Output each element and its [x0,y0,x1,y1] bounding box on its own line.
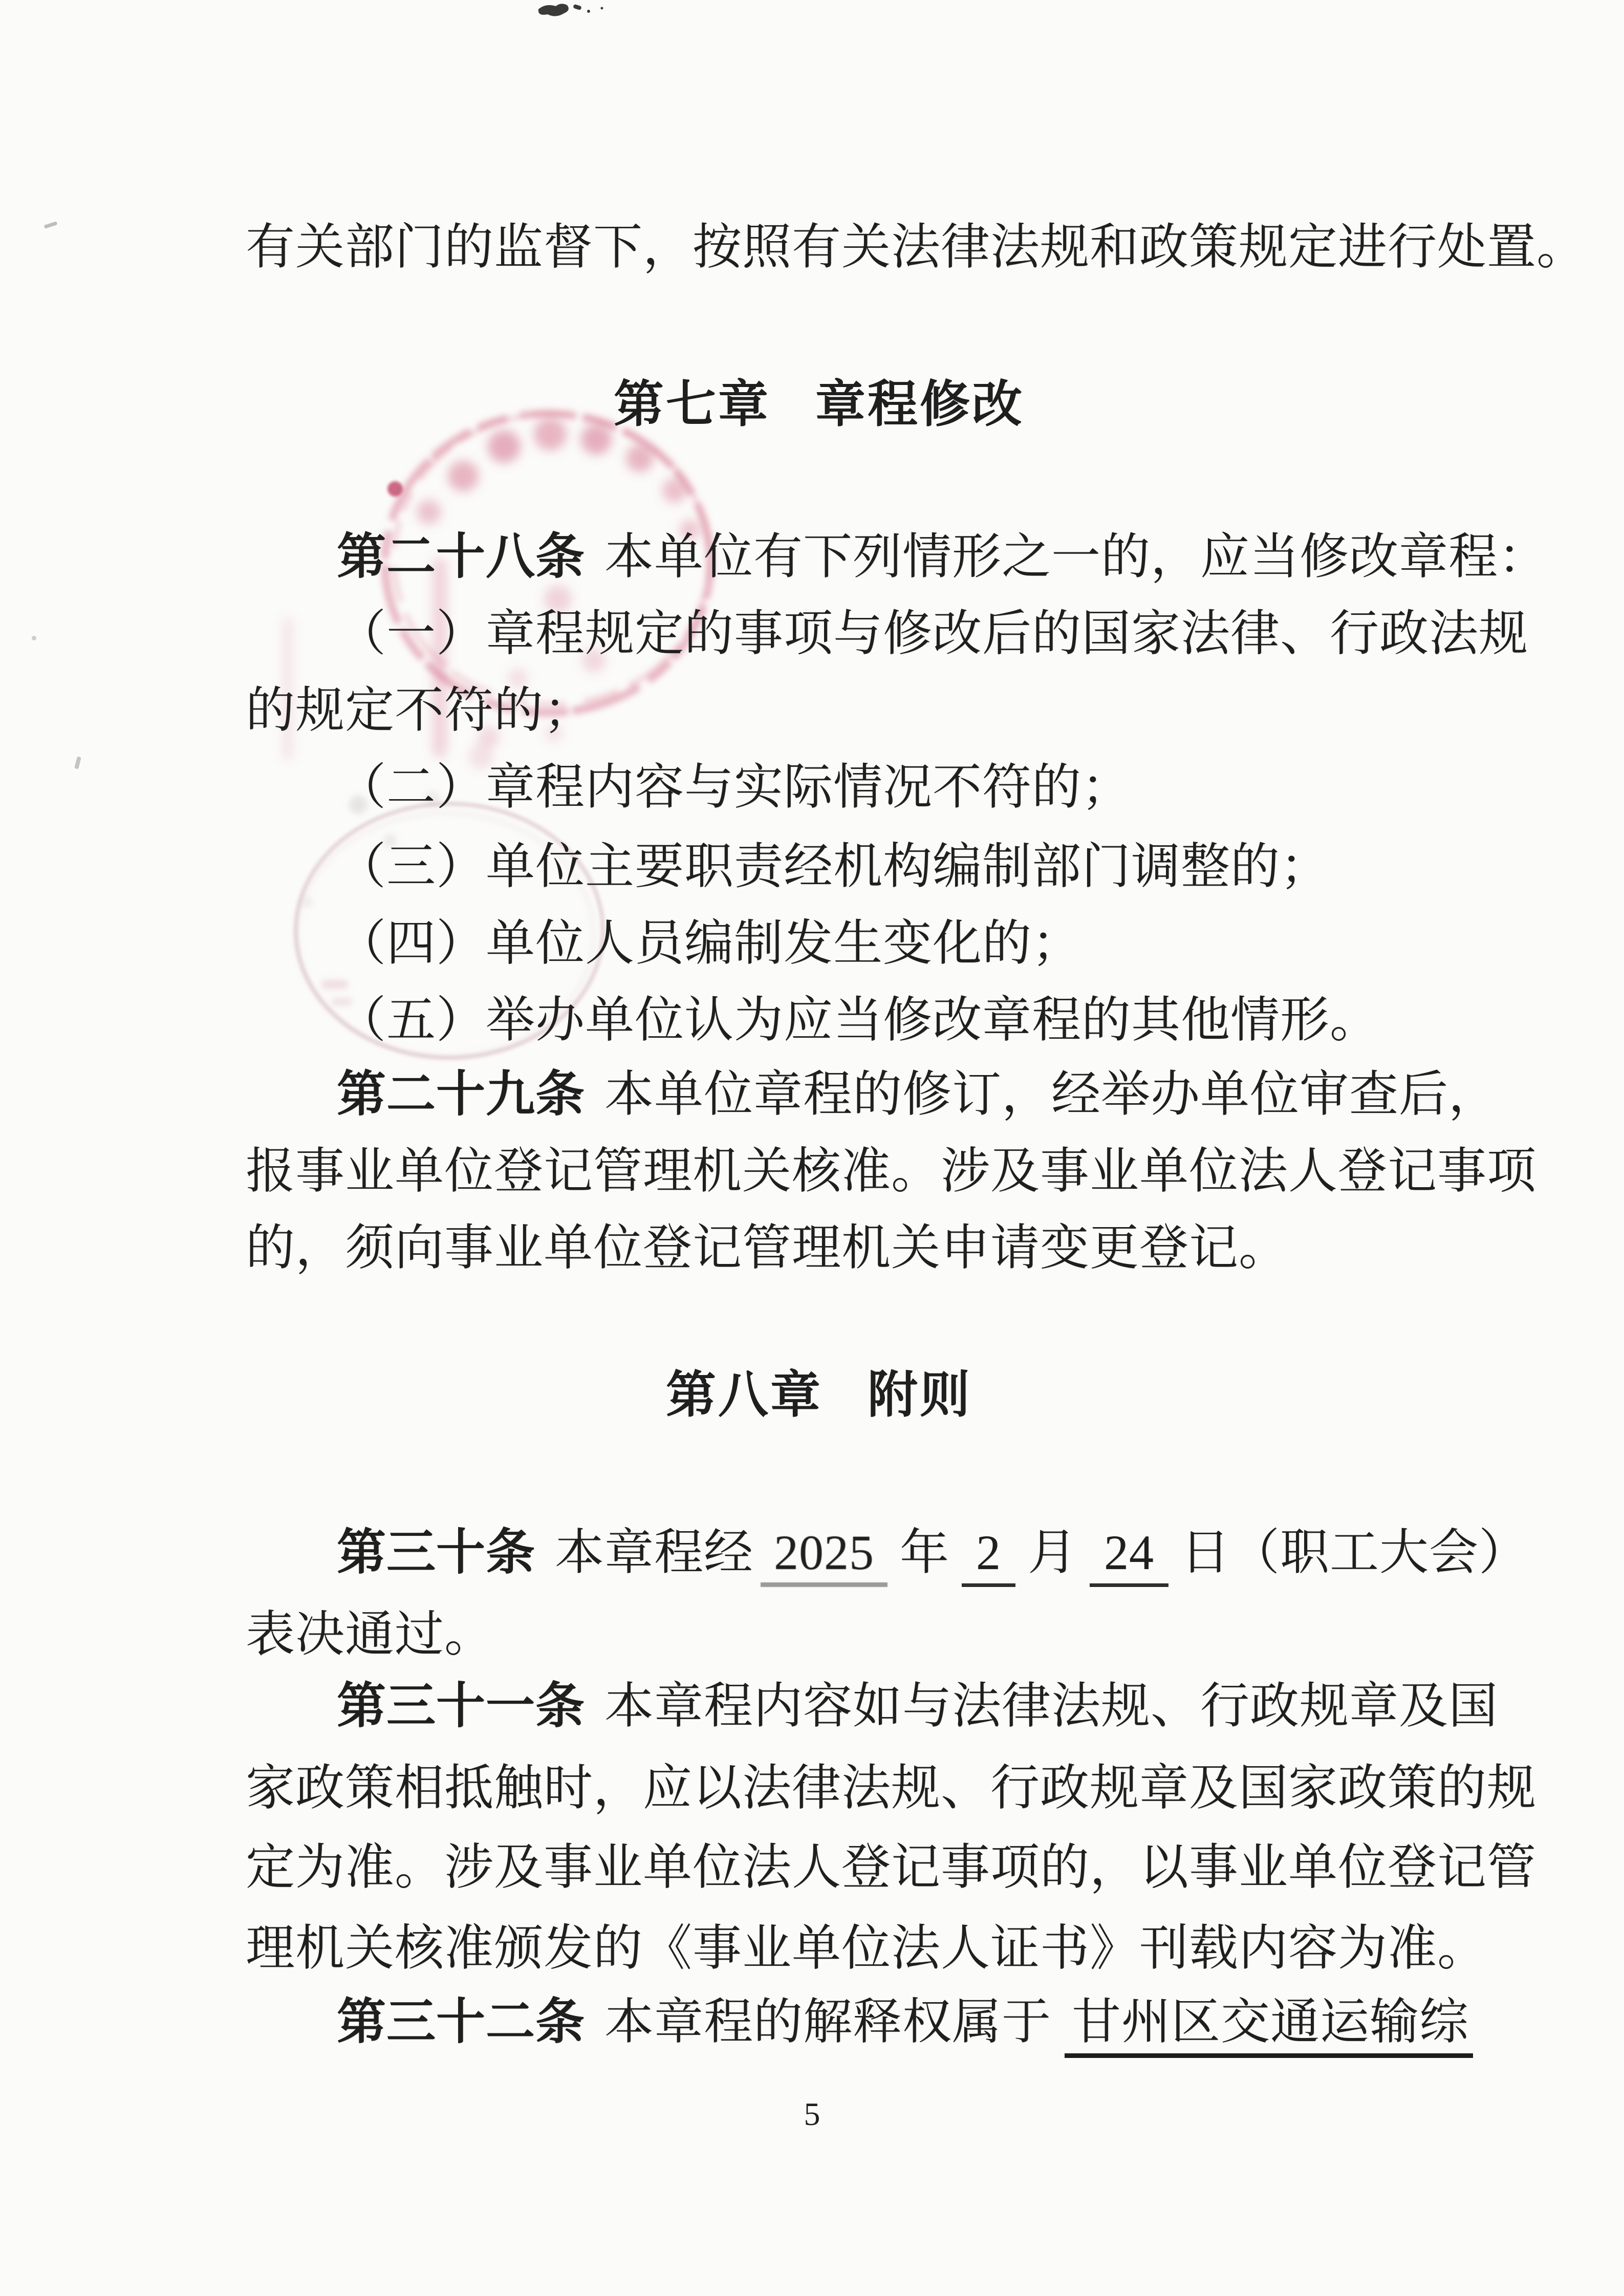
article-31-line-3: 定为准。涉及事业单位法人登记事项的，以事业单位登记管 [246,1840,1536,1895]
article-29-number: 第二十九条 [337,1067,585,1122]
date-month-blank: 2 [962,1528,1015,1587]
chapter-8-heading [246,1366,1392,1423]
article-28-text: 本单位有下列情形之一的，应当修改章程： [604,529,1548,584]
article-31-number: 第三十一条 [337,1679,585,1733]
month-unit: 月 [1028,1525,1077,1580]
chapter-7-number: 第七章 [613,376,770,432]
page-number: 5 [804,2096,820,2132]
article-28-item-1-line-2: 的规定不符的； [246,683,593,738]
unit-name-blank: 甘州区交通运输综 [1065,1994,1473,2058]
article-28-item-5: （五）举办单位认为应当修改章程的其他情形。 [337,993,1379,1047]
article-29-text: 本单位章程的修订，经举办单位审查后， [604,1067,1498,1122]
article-28-number: 第二十八条 [337,529,585,584]
date-year-blank: 2025 [761,1528,887,1587]
chapter-7-title: 章程修改 [815,376,1025,432]
chapter-7-heading [246,376,1392,432]
day-suffix: 日（职工大会） [1181,1525,1528,1580]
year-unit: 年 [900,1525,949,1580]
article-31-line-4: 理机关核准颁发的《事业单位法人证书》刊载内容为准。 [246,1921,1487,1976]
article-29-line-3: 的，须向事业单位登记管理机关申请变更登记。 [246,1220,1288,1275]
article-28-line-1 [246,529,1548,584]
article-31-line-1 [246,1679,1498,1733]
article-29-line-1 [246,1067,1498,1122]
chapter-8-number: 第八章 [665,1366,822,1423]
article-30-line-2: 表决通过。 [246,1607,494,1662]
article-28-item-3: （三）单位主要职责经机构编制部门调整的； [337,839,1330,894]
article-31-text: 本章程内容如与法律法规、行政规章及国 [604,1679,1498,1733]
article-32-line-1 [246,1994,1473,2049]
article-32-text: 本章程的解释权属于 [604,1994,1051,2049]
article-28-item-1-line-1: （一）章程规定的事项与修改后的国家法律、行政法规 [337,606,1528,661]
article-28-item-2: （二）章程内容与实际情况不符的； [337,760,1131,814]
article-32-number: 第三十二条 [337,1994,585,2049]
article-28-item-4: （四）单位人员编制发生变化的； [337,916,1081,971]
article-31-line-2: 家政策相抵触时，应以法律法规、行政规章及国家政策的规 [246,1761,1536,1815]
article-30-number: 第三十条 [337,1525,535,1580]
article-29-line-2: 报事业单位登记管理机关核准。涉及事业单位法人登记事项 [246,1144,1536,1198]
date-day-blank: 24 [1090,1528,1168,1587]
article-30-text: 本章程经 [555,1525,753,1580]
paragraph-carryover-line: 有关部门的监督下，按照有关法律法规和政策规定进行处置。 [246,220,1586,274]
article-30-line-1 [246,1525,1533,1587]
chapter-8-title: 附则 [868,1366,972,1423]
